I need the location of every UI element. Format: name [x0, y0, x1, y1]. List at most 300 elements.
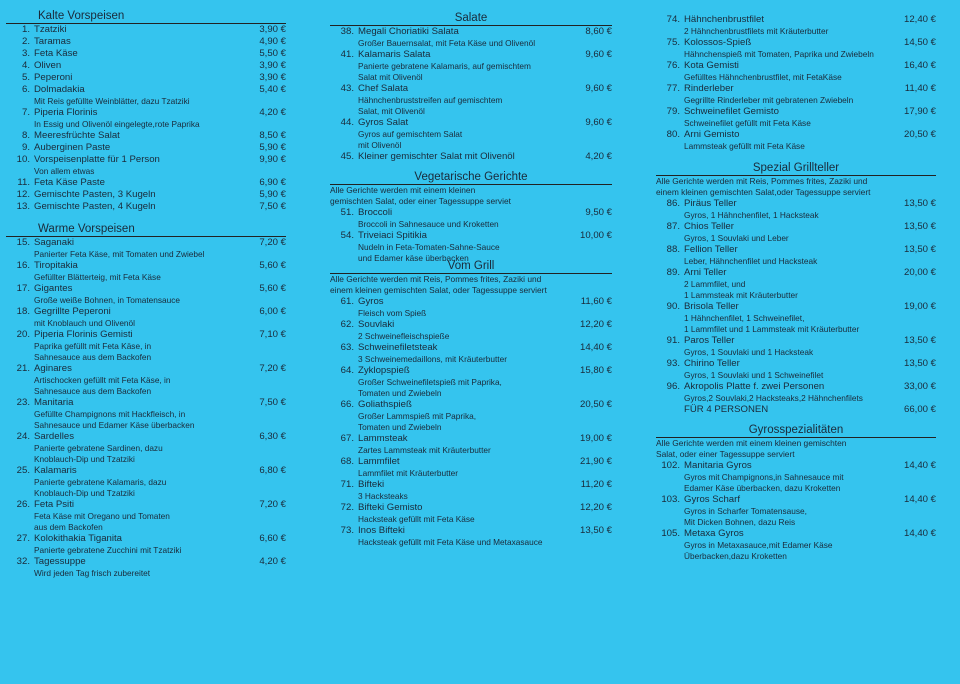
menu-item-row [330, 342, 612, 354]
item-price: 3,90 € [259, 72, 286, 83]
item-price: 6,60 € [259, 533, 286, 544]
menu-item-row [330, 230, 612, 242]
item-number: 23. [16, 397, 30, 408]
menu-item [6, 84, 286, 107]
item-price: 13,50 € [903, 335, 936, 346]
menu-item [330, 399, 612, 433]
item-price: 12,20 € [579, 319, 612, 330]
menu-item [6, 48, 286, 60]
menu-item-row [6, 499, 286, 511]
menu-item [656, 37, 936, 60]
item-number: 74. [666, 14, 680, 25]
item-name: Feta Käse [34, 48, 78, 59]
item-number: 45. [340, 151, 354, 162]
item-number: 6. [21, 84, 30, 95]
item-price: 5,90 € [259, 189, 286, 200]
item-description: Hacksteak gefüllt mit Feta Käse und Metaxasauce [358, 537, 543, 547]
item-name: Megali Choriatiki Salata [358, 26, 459, 37]
menu-item [656, 460, 936, 494]
menu-item [656, 267, 936, 301]
menu-item [656, 14, 936, 37]
item-number: 38. [340, 26, 354, 37]
item-number: 51. [340, 207, 354, 218]
item-price: 20,50 € [903, 129, 936, 140]
item-number: 90. [666, 301, 680, 312]
item-description: Schweinefilet gefüllt mit Feta Käse [684, 118, 811, 128]
item-number: 24. [16, 431, 30, 442]
item-price: 14,40 € [579, 342, 612, 353]
menu-item [6, 24, 286, 36]
menu-item-row [656, 37, 936, 49]
item-name: Souvlaki [358, 319, 395, 330]
menu-item [6, 107, 286, 130]
item-price: 7,20 € [259, 237, 286, 248]
menu-item [6, 154, 286, 177]
item-price: 19,00 € [579, 433, 612, 444]
item-price: 13,50 € [903, 244, 936, 255]
item-name: Chios Teller [684, 221, 734, 232]
item-number: 32. [16, 556, 30, 567]
item-description: 2 Schweinefleischspieße [358, 331, 450, 341]
menu-item-row [6, 130, 286, 142]
item-number: 96. [666, 381, 680, 392]
item-number: 62. [340, 319, 354, 330]
menu-item [6, 189, 286, 201]
item-name: Piperia Florinis [34, 107, 98, 118]
item-price: 7,20 € [259, 363, 286, 374]
item-name: Arni Teller [684, 267, 727, 278]
menu-item-row [656, 335, 936, 347]
menu-item-row [6, 201, 286, 213]
item-description: Gyros in Scharfer Tomatensause, [684, 506, 807, 516]
item-number: 11. [17, 177, 30, 188]
menu-item-row [6, 556, 286, 568]
item-number: 61. [340, 296, 354, 307]
section-title: Kalte Vorspeisen [6, 10, 286, 24]
menu-item-row [6, 363, 286, 375]
item-description: Große weiße Bohnen, in Tomatensauce [34, 295, 181, 305]
item-name: Gegrillte Peperoni [34, 306, 111, 317]
item-price: 14,50 € [903, 37, 936, 48]
item-description: In Essig und Olivenöl eingelegte,rote Paprika [34, 119, 200, 129]
menu-item [6, 329, 286, 363]
item-price: 66,00 € [903, 404, 936, 415]
item-price: 3,90 € [259, 24, 286, 35]
item-description: Gefülltes Hähnchenbrustfilet, mit FetaKäse [684, 72, 842, 82]
menu-item [6, 283, 286, 306]
menu-item [330, 502, 612, 525]
item-number: 71. [340, 479, 354, 490]
section-note: Salat, oder einer Tagessuppe serviert [656, 449, 795, 459]
item-number: 3. [21, 48, 30, 59]
item-name: Fellion Teller [684, 244, 738, 255]
item-name: Kleiner gemischter Salat mit Olivenöl [358, 151, 515, 162]
menu-item-row [656, 381, 936, 393]
menu-column-1 [6, 10, 286, 579]
item-number: 79. [666, 106, 680, 117]
item-price: 7,20 € [259, 499, 286, 510]
menu-item-row [6, 237, 286, 249]
menu-item-row [6, 177, 286, 189]
item-description: Sahnesauce aus dem Backofen [34, 386, 152, 396]
item-name: Oliven [34, 60, 62, 71]
item-price: 33,00 € [903, 381, 936, 392]
item-number: 41. [340, 49, 354, 60]
section-note: einem kleinen gemischten Salat, oder Tagessuppe serviert [330, 285, 547, 295]
item-name: Schweinefilet Gemisto [684, 106, 779, 117]
menu-item-row [656, 404, 936, 416]
menu-item [330, 207, 612, 230]
item-price: 7,10 € [259, 329, 286, 340]
item-description: Zartes Lammsteak mit Kräuterbutter [358, 445, 491, 455]
item-name: Meeresfrüchte Salat [34, 130, 120, 141]
menu-item-row [656, 244, 936, 256]
item-number: 5. [21, 72, 30, 83]
item-description: Edamer Käse überbacken, dazu Kroketten [684, 483, 841, 493]
item-number: 102. [661, 460, 680, 471]
item-name: Aginares [34, 363, 72, 374]
section-note: Alle Gerichte werden mit Reis, Pommes frites, Zaziki und [656, 176, 868, 186]
item-number: 25. [16, 465, 30, 476]
item-name: Kota Gemisti [684, 60, 739, 71]
item-description: mit Olivenöl [358, 140, 402, 150]
menu-item-row [6, 142, 286, 154]
menu-item-row [330, 365, 612, 377]
item-price: 4,90 € [259, 36, 286, 47]
menu-item [656, 221, 936, 244]
item-description: 2 Hähnchenbrustfilets mit Kräuterbutter [684, 26, 829, 36]
menu-item [330, 83, 612, 117]
item-name: Brisola Teller [684, 301, 739, 312]
menu-item [330, 456, 612, 479]
menu-item [6, 142, 286, 154]
item-number: 72. [340, 502, 354, 513]
item-description: 1 Hähnchenfilet, 1 Schweinefilet, [684, 313, 805, 323]
item-name: Tiropitakia [34, 260, 78, 271]
item-name: Piperia Florinis Gemisti [34, 329, 133, 340]
item-price: 5,40 € [259, 84, 286, 95]
item-number: 93. [666, 358, 680, 369]
item-name: Gyros Scharf [684, 494, 740, 505]
item-name: Chirino Teller [684, 358, 740, 369]
item-number: 20. [16, 329, 30, 340]
item-price: 11,60 € [580, 296, 612, 307]
menu-item-row [6, 283, 286, 295]
section-note: einem kleinen gemischten Salat,oder Tagessuppe serviert [656, 187, 871, 197]
item-name: Arni Gemisto [684, 129, 740, 140]
menu-item-row [656, 221, 936, 233]
item-price: 5,90 € [259, 142, 286, 153]
item-description: Sahnesauce und Edamer Käse überbacken [34, 420, 195, 430]
item-name: Peperoni [34, 72, 73, 83]
menu-item [6, 72, 286, 84]
item-price: 4,20 € [259, 107, 286, 118]
menu-item-row [6, 431, 286, 443]
item-number: 10. [16, 154, 30, 165]
menu-item-row [6, 465, 286, 477]
item-description: Panierte gebratene Zucchini mit Tzatziki [34, 545, 182, 555]
menu-item [656, 60, 936, 83]
menu-item [330, 479, 612, 502]
item-price: 21,90 € [579, 456, 612, 467]
item-number: 63. [340, 342, 354, 353]
item-number: 17. [16, 283, 30, 294]
item-description: Gyros,2 Souvlaki,2 Hacksteaks,2 Hähnchenfilets [684, 393, 863, 403]
item-number: 21. [16, 363, 30, 374]
item-name: Lammsteak [358, 433, 408, 444]
menu-item [330, 319, 612, 342]
item-price: 13,50 € [579, 525, 612, 536]
item-name: Saganaki [34, 237, 75, 248]
item-name: Kolossos-Spieß [684, 37, 752, 48]
item-description: Fleisch vom Spieß [358, 308, 427, 318]
menu-column-3 [656, 14, 936, 562]
item-description: Feta Käse mit Oregano und Tomaten [34, 511, 170, 521]
item-price: 7,50 € [259, 397, 286, 408]
item-number: 91. [666, 335, 680, 346]
item-description: Gyros auf gemischtem Salat [358, 129, 463, 139]
item-description: Großer Bauernsalat, mit Feta Käse und Olivenöl [358, 38, 536, 48]
menu-column-2 [330, 12, 612, 548]
menu-item-row [330, 83, 612, 95]
item-name: Dolmadakia [34, 84, 85, 95]
item-description: 1 Lammfilet und 1 Lammsteak mit Kräuterbutter [684, 324, 860, 334]
menu-item-row [656, 83, 936, 95]
item-number: 76. [666, 60, 680, 71]
item-name: Kalamaris [34, 465, 77, 476]
menu-item-row [656, 528, 936, 540]
item-price: 12,20 € [579, 502, 612, 513]
item-price: 6,80 € [259, 465, 286, 476]
item-price: 15,80 € [579, 365, 612, 376]
menu-item [656, 404, 936, 416]
menu-section [330, 171, 612, 264]
section-title: Vegetarische Gerichte [330, 171, 612, 185]
item-description: Tomaten und Zwiebeln [358, 422, 442, 432]
item-description: Salat, mit Olivenöl [358, 106, 425, 116]
item-name: Goliathspieß [358, 399, 412, 410]
item-price: 11,40 € [904, 83, 936, 94]
item-number: 1. [21, 24, 30, 35]
menu-item [330, 433, 612, 456]
menu-item-row [656, 460, 936, 472]
item-description: Panierte gebratene Sardinen, dazu [34, 443, 163, 453]
menu-item-row [6, 189, 286, 201]
menu-item-row [330, 456, 612, 468]
item-price: 19,00 € [903, 301, 936, 312]
item-price: 8,50 € [259, 130, 286, 141]
item-number: 8. [21, 130, 30, 141]
item-price: 14,40 € [903, 494, 936, 505]
item-price: 6,30 € [259, 431, 286, 442]
item-description: Gyros mit Champignons,in Sahnesauce mit [684, 472, 844, 482]
item-description: Großer Schweinefiletspieß mit Paprika, [358, 377, 502, 387]
item-name: Broccoli [358, 207, 393, 218]
menu-item-row [6, 84, 286, 96]
menu-item-row [656, 267, 936, 279]
menu-item-row [6, 60, 286, 72]
item-description: aus dem Backofen [34, 522, 103, 532]
menu-item-row [330, 502, 612, 514]
item-name: Rinderleber [684, 83, 734, 94]
item-name: Metaxa Gyros [684, 528, 744, 539]
menu-item-row [6, 397, 286, 409]
item-price: 4,20 € [259, 556, 286, 567]
menu-item [6, 397, 286, 431]
menu-section [656, 14, 936, 152]
item-price: 9,60 € [585, 83, 612, 94]
menu-section [330, 12, 612, 163]
item-name: Feta Käse Paste [34, 177, 105, 188]
item-name: Manitaria Gyros [684, 460, 752, 471]
item-description: Knoblauch-Dip und Tzatziki [34, 454, 135, 464]
item-number: 67. [340, 433, 354, 444]
item-number: 88. [666, 244, 680, 255]
item-number: 13. [16, 201, 30, 212]
menu-item-row [330, 479, 612, 491]
section-title: Spezial Grillteller [656, 162, 936, 176]
menu-item [656, 129, 936, 152]
item-number: 4. [21, 60, 30, 71]
item-description: und Edamer käse überbacken [358, 253, 469, 263]
menu-item-row [656, 14, 936, 26]
item-price: 4,20 € [585, 151, 612, 162]
item-price: 13,50 € [903, 358, 936, 369]
item-description: 3 Hacksteaks [358, 491, 408, 501]
item-name: Lammfilet [358, 456, 400, 467]
item-price: 13,50 € [903, 198, 936, 209]
item-price: 20,00 € [903, 267, 936, 278]
item-name: Bifteki Gemisto [358, 502, 423, 513]
menu-item [330, 151, 612, 163]
menu-item-row [6, 36, 286, 48]
menu-item [6, 237, 286, 260]
item-price: 14,40 € [903, 460, 936, 471]
menu-item-row [6, 72, 286, 84]
item-number: 15. [16, 237, 30, 248]
item-number: 43. [340, 83, 354, 94]
menu-item [330, 525, 612, 548]
item-number: 9. [21, 142, 30, 153]
menu-item [656, 358, 936, 381]
menu-item [330, 296, 612, 319]
item-price: 5,60 € [259, 283, 286, 294]
item-description: Von allem etwas [34, 166, 95, 176]
item-number: 89. [666, 267, 680, 278]
item-price: 14,40 € [903, 528, 936, 539]
item-number: 54. [340, 230, 354, 241]
item-number: 27. [16, 533, 30, 544]
item-description: 2 Lammfilet, und [684, 279, 746, 289]
item-price: 16,40 € [903, 60, 936, 71]
menu-item [6, 201, 286, 213]
item-description: Gegrillte Rinderleber mit gebratenen Zwiebeln [684, 95, 854, 105]
section-title: Gyrosspezialitäten [656, 424, 936, 438]
menu-item [330, 365, 612, 399]
item-name: Tzatziki [34, 24, 67, 35]
item-description: 1 Lammsteak mit Kräuterbutter [684, 290, 798, 300]
item-number: 66. [340, 399, 354, 410]
section-title: Vom Grill [330, 260, 612, 274]
item-name: Gyros [358, 296, 384, 307]
item-number: 16. [16, 260, 30, 271]
menu-item-row [6, 260, 286, 272]
menu-item-row [656, 198, 936, 210]
menu-item [6, 431, 286, 465]
item-name: Tagessuppe [34, 556, 86, 567]
item-name: Manitaria [34, 397, 74, 408]
item-name: Inos Bifteki [358, 525, 405, 536]
item-description: Hähnchenbruststreifen auf gemischtem [358, 95, 503, 105]
menu-item [656, 381, 936, 404]
item-description: Großer Lammspieß mit Paprika, [358, 411, 477, 421]
item-description: Tomaten und Zwiebeln [358, 388, 442, 398]
item-price: 12,40 € [903, 14, 936, 25]
menu-section [6, 10, 286, 213]
menu-item [6, 499, 286, 533]
item-name: Hähnchenbrustfilet [684, 14, 764, 25]
item-description: Gefüllter Blätterteig, mit Feta Käse [34, 272, 161, 282]
menu-item [6, 36, 286, 48]
menu-item [6, 465, 286, 499]
item-price: 10,00 € [579, 230, 612, 241]
item-price: 5,60 € [259, 260, 286, 271]
item-description: Gyros in Metaxasauce,mit Edamer Käse [684, 540, 833, 550]
item-name: Chef Salata [358, 83, 409, 94]
item-name: Bifteki [358, 479, 385, 490]
item-description: Gyros, 1 Souvlaki und Leber [684, 233, 789, 243]
item-name: Kolokithakia Tiganita [34, 533, 122, 544]
item-description: Gyros, 1 Hähnchenfilet, 1 Hacksteak [684, 210, 819, 220]
section-note: Alle Gerichte werden mit einem kleinen gemischten [656, 438, 847, 448]
item-number: 73. [340, 525, 354, 536]
menu-section [6, 223, 286, 579]
item-description: Nudeln in Feta-Tomaten-Sahne-Sauce [358, 242, 500, 252]
item-description: Artischocken gefüllt mit Feta Käse, in [34, 375, 171, 385]
item-name: Triveiaci Spitikia [358, 230, 427, 241]
item-description: Sahnesauce aus dem Backofen [34, 352, 152, 362]
menu-item-row [656, 129, 936, 141]
item-description: Gyros, 1 Souvlaki und 1 Hacksteak [684, 347, 814, 357]
item-name: Gigantes [34, 283, 73, 294]
menu-item-row [330, 207, 612, 219]
item-description: Lammsteak gefüllt mit Feta Käse [684, 141, 805, 151]
menu-item [656, 244, 936, 267]
item-description: Mit Dicken Bohnen, dazu Reis [684, 517, 796, 527]
menu-item-row [656, 106, 936, 118]
item-description: Gyros, 1 Souvlaki und 1 Schweinefilet [684, 370, 824, 380]
item-price: 9,60 € [585, 49, 612, 60]
menu-item-row [330, 296, 612, 308]
item-name: Gemischte Pasten, 3 Kugeln [34, 189, 156, 200]
item-description: Panierte gebratene Kalamaris, dazu [34, 477, 167, 487]
menu-item [330, 117, 612, 151]
menu-item-row [6, 306, 286, 318]
item-number: 77. [666, 83, 680, 94]
item-description: Broccoli in Sahnesauce und Kroketten [358, 219, 499, 229]
menu-item-row [6, 533, 286, 545]
item-price: 11,20 € [580, 479, 612, 490]
item-name: Vorspeisenplatte für 1 Person [34, 154, 160, 165]
menu-item [656, 106, 936, 129]
item-description: Überbacken,dazu Kroketten [684, 551, 787, 561]
menu-item-row [330, 117, 612, 129]
menu-item-row [6, 24, 286, 36]
item-price: 13,50 € [903, 221, 936, 232]
item-description: Salat mit Olivenöl [358, 72, 423, 82]
menu-item [6, 260, 286, 283]
menu-section [330, 260, 612, 548]
